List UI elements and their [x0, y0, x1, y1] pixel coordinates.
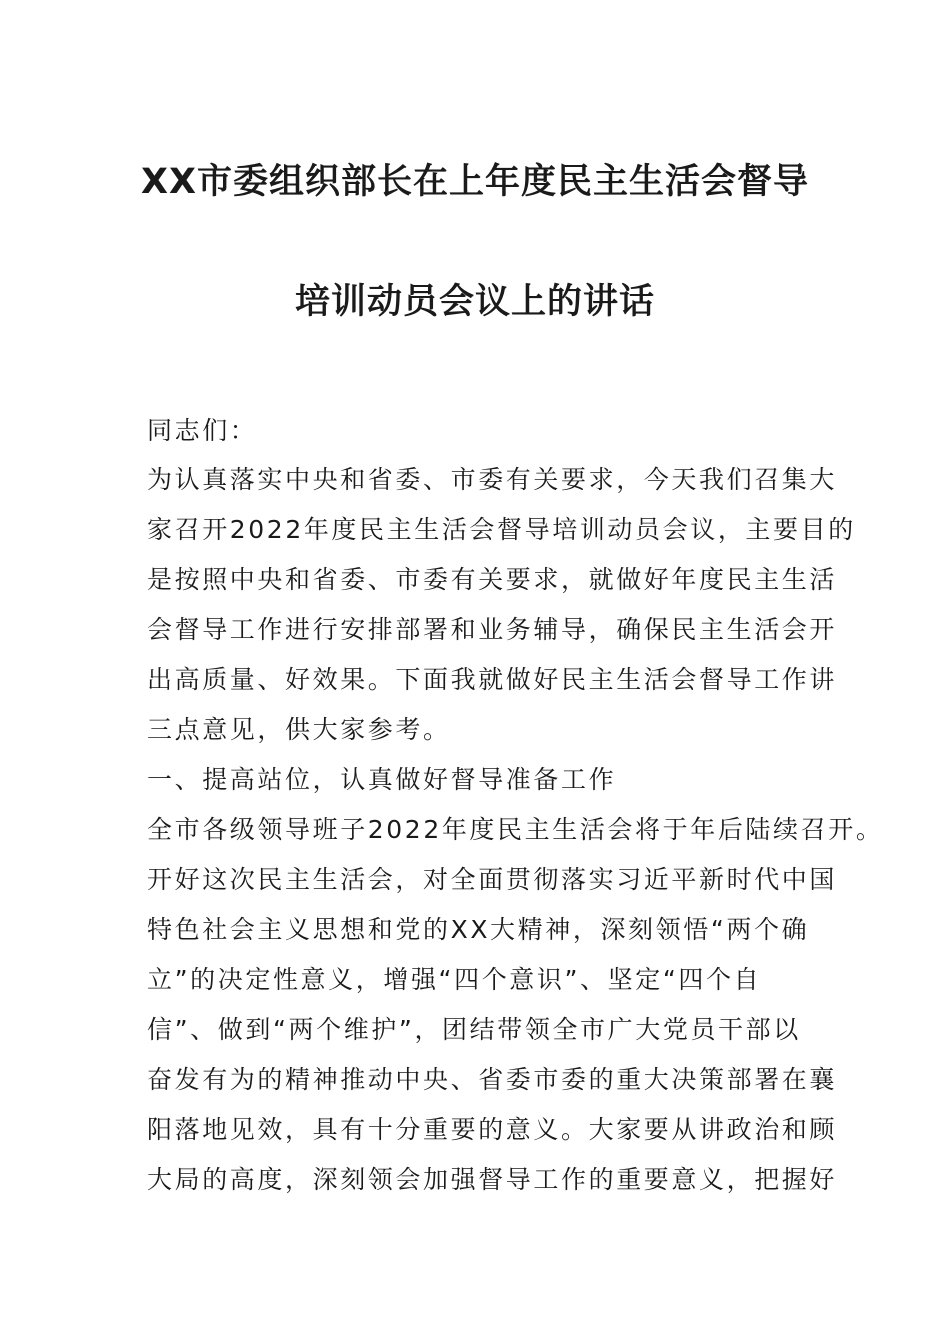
body-line: 三点意见，供大家参考。	[147, 715, 451, 744]
body-line: 为认真落实中央和省委、市委有关要求，今天我们召集大	[147, 465, 838, 494]
body-line: 立”的决定性意义，增强“四个意识”、坚定“四个自	[147, 965, 762, 994]
document-title-line-1: XX市委组织部长在上年度民主生活会督导	[141, 162, 809, 202]
body-line: 特色社会主义思想和党的XX大精神，深刻领悟“两个确	[147, 915, 810, 944]
document-title-line-2: 培训动员会议上的讲话	[294, 282, 655, 322]
body-line: 是按照中央和省委、市委有关要求，就做好年度民主生活	[147, 565, 838, 594]
body-line: 会督导工作进行安排部署和业务辅导，确保民主生活会开	[147, 615, 838, 644]
salutation: 同志们：	[147, 416, 258, 445]
body-line: 阳落地见效，具有十分重要的意义。大家要从讲政治和顾	[147, 1115, 838, 1144]
body-line: 全市各级领导班子2022年度民主生活会将于年后陆续召开。	[147, 815, 884, 844]
body-line: 大局的高度，深刻领会加强督导工作的重要意义，把握好	[147, 1165, 838, 1194]
body-line: 开好这次民主生活会，对全面贯彻落实习近平新时代中国	[147, 865, 838, 894]
body-line: 奋发有为的精神推动中央、省委市委的重大决策部署在襄	[147, 1065, 838, 1094]
body-line: 家召开2022年度民主生活会督导培训动员会议，主要目的	[147, 515, 856, 544]
body-line: 信”、做到“两个维护”，团结带领全市广大党员干部以	[147, 1015, 801, 1044]
body-line: 出高质量、好效果。下面我就做好民主生活会督导工作讲	[147, 665, 838, 694]
section-heading: 一、提高站位，认真做好督导准备工作	[147, 765, 617, 794]
